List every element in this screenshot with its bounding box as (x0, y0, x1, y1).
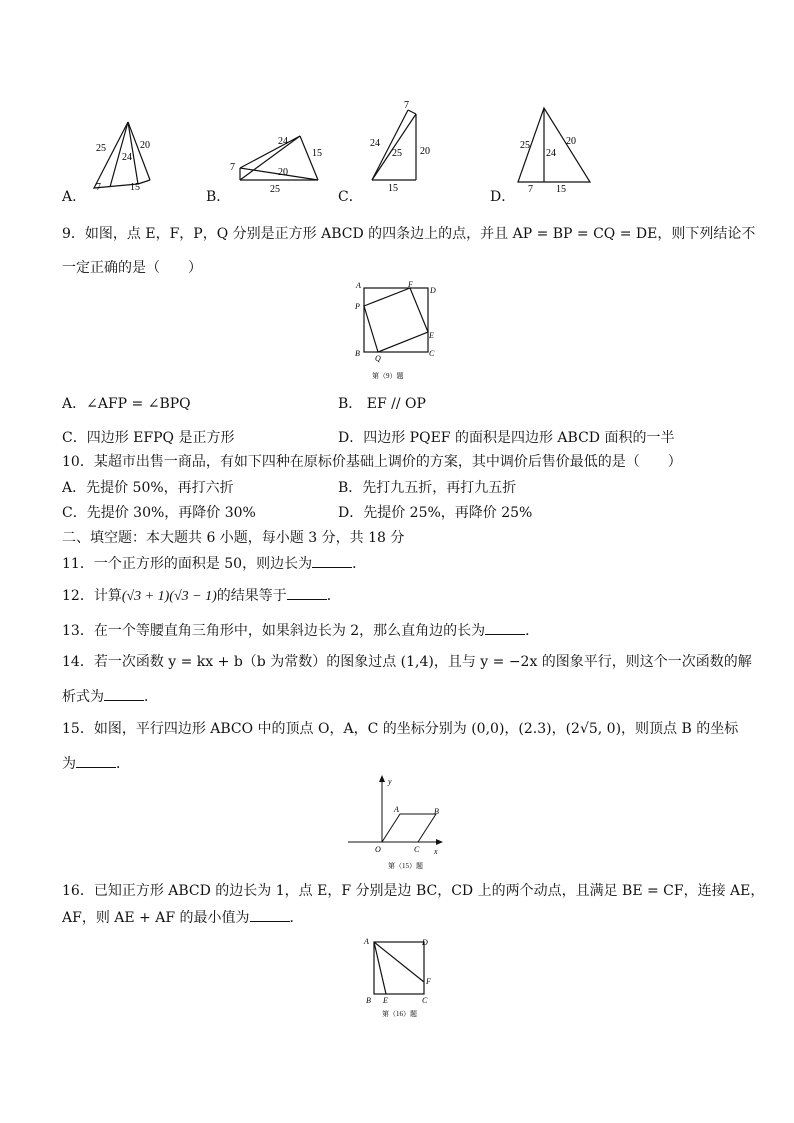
q8-option-b[interactable]: B． (206, 189, 231, 205)
q9-option-d[interactable]: D．四边形 PQEF 的面积是四边形 ABCD 面积的一半 (338, 430, 675, 446)
q9-option-a[interactable]: A．∠AFP = ∠BPQ (62, 396, 191, 412)
q12-expression: (√3 + 1)(√3 − 1) (121, 589, 217, 604)
q16-end: ． (289, 910, 304, 926)
q13-answer-blank[interactable] (485, 620, 525, 635)
q15-answer-blank[interactable] (76, 753, 116, 768)
q15-point-c: C (414, 845, 420, 854)
q8c-label-24: 24 (370, 138, 380, 149)
q8-option-d[interactable]: D． (490, 189, 516, 205)
q11-end: ． (352, 556, 367, 572)
q9-option-b[interactable]: B． EF // OP (338, 396, 426, 412)
q9-stem-line2: 一定正确的是（ ） (62, 260, 202, 276)
q12 (62, 585, 341, 607)
q16-figure-caption: 第（16）题 (382, 1010, 417, 1018)
q10-option-c[interactable]: C．先提价 30%，再降价 30% (62, 505, 256, 521)
q14-line2 (62, 686, 158, 707)
q12-end: ． (326, 588, 341, 604)
q15-point-b: B (434, 807, 439, 816)
q10-stem: 10．某超市出售一商品，有如下四种在原标价基础上调价的方案，其中调价后售价最低的是（ ） (62, 454, 682, 470)
q15-axis-x: x (434, 847, 438, 856)
q11-text: 11．一个正方形的面积是 50，则边长为 (62, 556, 313, 572)
q12-text: 12．计算 (62, 588, 122, 604)
q9-point-e: E (429, 331, 434, 340)
q16-line1: 16．已知正方形 ABCD 的边长为 1，点 E，F 分别是边 BC，CD 上的两个动点，且满足 BE = CF，连接 AE， (62, 883, 765, 899)
q8b-label-15: 15 (312, 148, 322, 159)
q8-figure-d (508, 102, 598, 194)
q13 (62, 620, 539, 641)
q8c-label-7: 7 (404, 100, 409, 111)
q15-point-a: A (394, 805, 399, 814)
q10-option-d[interactable]: D．先提价 25%，再降价 25% (338, 505, 533, 521)
q10-option-b[interactable]: B．先打九五折，再打九五折 (338, 480, 517, 496)
q15-point-o: O (375, 845, 381, 854)
q8a-label-15: 15 (130, 182, 140, 193)
q9-point-d: D (430, 286, 436, 295)
q9-point-a: A (356, 281, 361, 290)
q15-text: 为 (62, 756, 76, 772)
q8a-label-7: 7 (96, 182, 101, 193)
q16-point-b: B (366, 996, 371, 1005)
q15-figure (346, 772, 446, 872)
q16-point-c: C (422, 996, 428, 1005)
q8a-label-25: 25 (96, 143, 106, 154)
q15-axis-y: y (388, 777, 392, 786)
q8b-label-7: 7 (230, 162, 235, 173)
q15-figure-caption: 第（15）题 (388, 862, 423, 870)
q8-option-c[interactable]: C． (338, 189, 363, 205)
q9-figure-caption: 第（9）题 (372, 372, 404, 380)
q16-point-f: F (426, 977, 431, 986)
q16-point-d: D (422, 938, 428, 947)
q14-end: ． (144, 689, 158, 705)
q15-end: ． (116, 756, 130, 772)
q13-text: 13．在一个等腰直角三角形中，如果斜边长为 2，那么直角边的长为 (62, 623, 486, 639)
q11-answer-blank[interactable] (312, 553, 352, 568)
q14-line1: 14．若一次函数 y = kx + b（b 为常数）的图象过点 (1,4)，且与 y = −2x 的图象平行，则这个一次函数的解 (62, 654, 752, 670)
q9-stem-line1: 9．如图，点 E，F，P，Q 分别是正方形 ABCD 的四条边上的点，并且 AP = BP = CQ = DE，则下列结论不 (62, 226, 756, 242)
q8d-label-20: 20 (566, 136, 576, 147)
q8b-label-24: 24 (278, 136, 288, 147)
q8c-label-25: 25 (392, 148, 402, 159)
q8-option-a[interactable]: A． (62, 189, 87, 205)
q10-option-a[interactable]: A．先提价 50%，再打六折 (62, 480, 234, 496)
q12-answer-blank[interactable] (287, 585, 327, 600)
q14-answer-blank[interactable] (104, 686, 144, 701)
q16-point-a: A (364, 937, 369, 946)
q16-text: AF，则 AE + AF 的最小值为 (62, 910, 250, 926)
q8d-label-15: 15 (556, 184, 566, 194)
section-2-heading: 二、填空题：本大题共 6 小题，每小题 3 分，共 18 分 (62, 530, 405, 546)
q9-point-b: B (355, 349, 360, 358)
q8d-label-25: 25 (520, 140, 530, 151)
q8-figure-a (88, 118, 158, 194)
q9-point-f: F (408, 280, 413, 289)
q8-figure-c (358, 98, 438, 194)
q9-figure (350, 280, 440, 382)
q16-point-e: E (383, 996, 388, 1005)
q14-text: 析式为 (62, 689, 104, 705)
q15-line2 (62, 753, 130, 774)
q16-answer-blank[interactable] (250, 907, 290, 922)
q8b-label-25: 25 (270, 184, 280, 194)
q9-point-q: Q (375, 354, 381, 363)
q12-text-mid: 的结果等于 (216, 588, 287, 604)
q8-figure-b (228, 128, 328, 194)
q8b-label-20: 20 (278, 167, 288, 178)
q8a-label-24: 24 (122, 152, 132, 163)
q9-point-c: C (429, 349, 435, 358)
q11 (62, 553, 366, 574)
q8c-label-20: 20 (420, 146, 430, 157)
q8a-label-20: 20 (140, 140, 150, 151)
q13-end: ． (525, 623, 540, 639)
q16-line2 (62, 907, 304, 928)
q16-figure (358, 930, 442, 1022)
q8c-label-15: 15 (388, 183, 398, 194)
q15-line1: 15．如图，平行四边形 ABCO 中的顶点 O，A，C 的坐标分别为 (0,0)，(2.3)，(2√5, 0)，则顶点 B 的坐标 (62, 721, 739, 737)
q8d-label-24: 24 (546, 148, 556, 159)
q9-point-p: P (355, 302, 360, 311)
q9-option-c[interactable]: C．四边形 EFPQ 是正方形 (62, 430, 235, 446)
q8d-label-7: 7 (528, 184, 533, 194)
